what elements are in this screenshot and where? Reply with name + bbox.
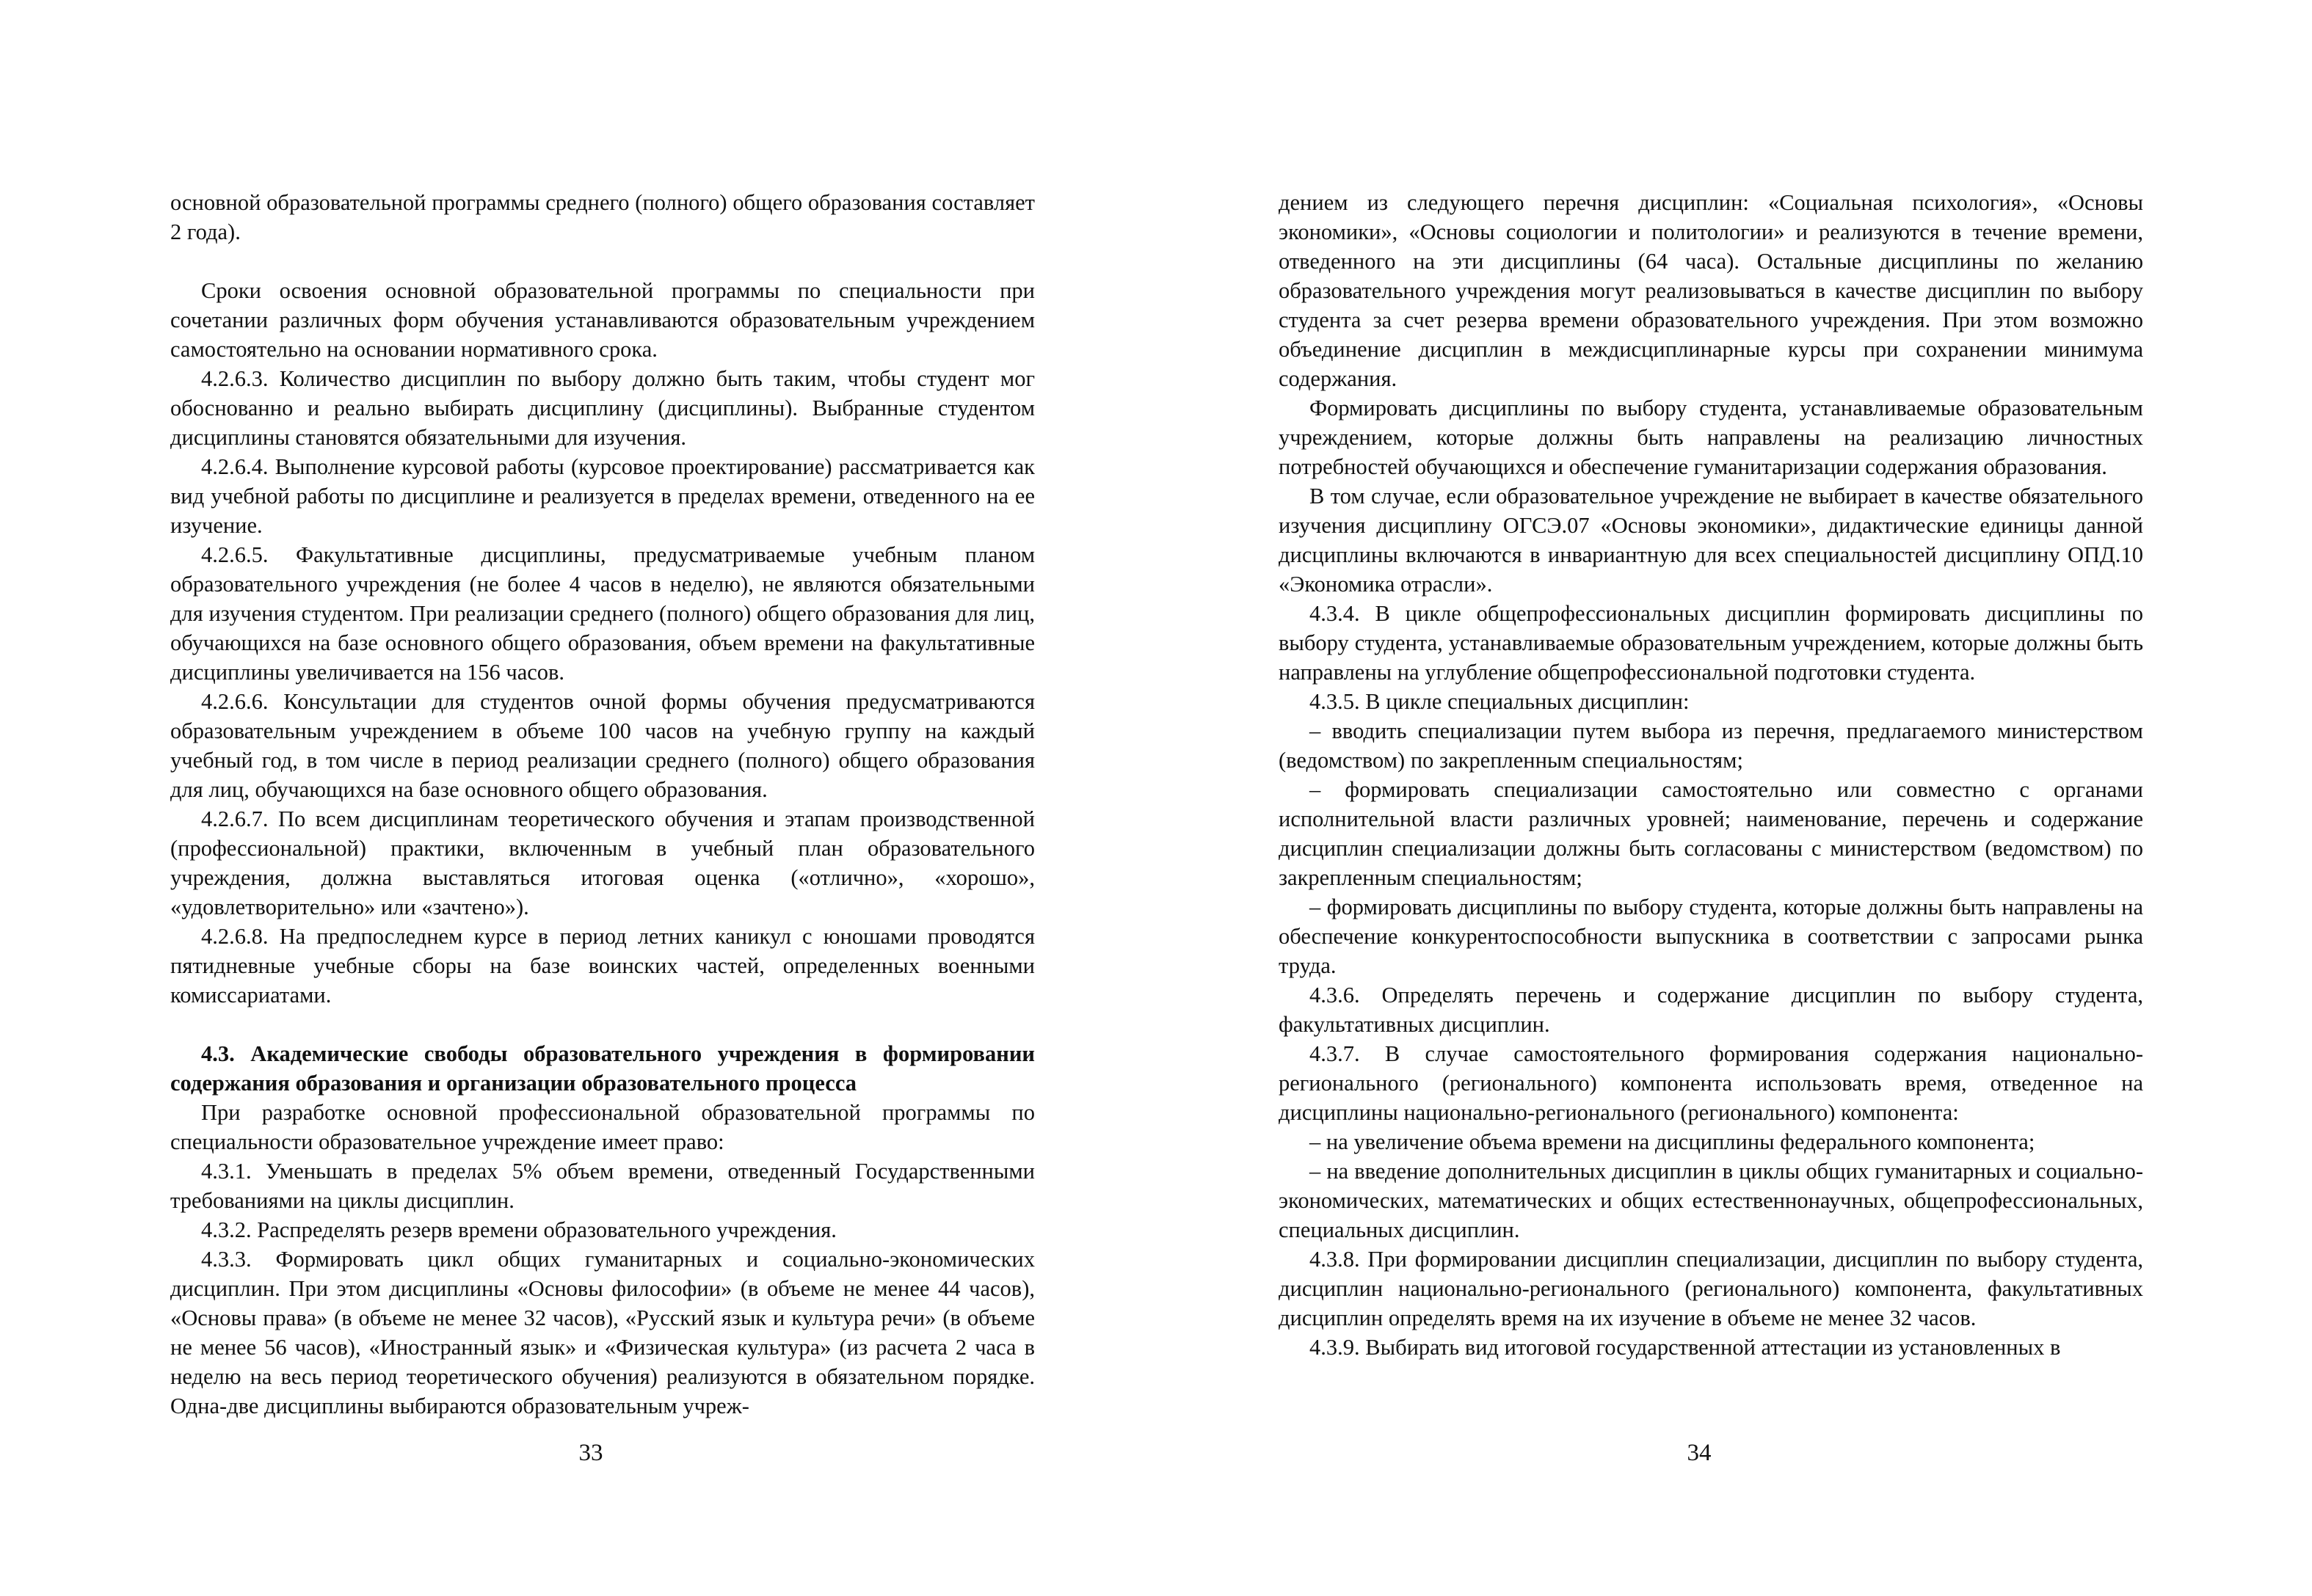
paragraph: дением из следующего перечня дисциплин: «Социальная психология», «Основы экономики», «Основы социологии и политологии» и реализуются в течение времени, отведенного на эти дисциплины (64 часа). Остальные дисциплины по желанию образовательного учреждения могут реализовываться в качестве дисциплин по выбору студента за счет резерва времени образовательного учреждения. При этом возможно объединение дисциплин в междисциплинарные курсы при сохранении минимума содержания. — [1279, 190, 2143, 391]
paragraph: 4.2.6.8. На предпоследнем курсе в период летних каникул с юношами проводятся пятидневные учебные сборы на базе воинских частей, определенных военными комиссариатами. — [170, 924, 1035, 1007]
right-page — [1279, 188, 2143, 1362]
paragraph: 4.3.9. Выбирать вид итоговой государственной аттестации из установленных в — [1309, 1335, 2061, 1360]
paragraph: 4.3.1. Уменьшать в пределах 5% объем времени, отведенный Государственными требованиями на циклы дисциплин. — [170, 1159, 1035, 1213]
paragraph: 4.3.4. В цикле общепрофессиональных дисциплин формировать дисциплины по выбору студента, устанавливаемые образовательным учреждением, которые должны быть направлены на углубление общепрофессиональной подготовки студента. — [1279, 601, 2143, 685]
paragraph: 4.2.6.3. Количество дисциплин по выбору должно быть таким, чтобы студент мог обоснованно и реально выбирать дисциплину (дисциплины). Выбранные студентом дисциплины становятся обязательными для изучения. — [170, 366, 1035, 450]
paragraph: В том случае, если образовательное учреждение не выбирает в качестве обязательного изучения дисциплину ОГСЭ.07 «Основы экономики», дидактические единицы данной дисциплины включаются в инвариантную для всех специальностей дисциплину ОПД.10 «Экономика отрасли». — [1279, 484, 2143, 597]
paragraph: 4.3.5. В цикле специальных дисциплин: — [1309, 689, 1690, 714]
page-number-left: 33 — [578, 1440, 603, 1466]
paragraph: 4.3.8. При формировании дисциплин специализации, дисциплин по выбору студента, дисциплин национально-регионального (регионального) компонента, факультативных дисциплин определять время на их изучение в объеме не менее 32 часов. — [1279, 1247, 2143, 1330]
list-item: – вводить специализации путем выбора из перечня, предлагаемого министерством (ведомством) по закрепленным специальностям; — [1279, 718, 2143, 773]
paragraph: 4.2.6.7. По всем дисциплинам теоретического обучения и этапам производственной (профессиональной) практики, включенным в учебный план образовательного учреждения, должна выставляться итоговая оценка («отлично», «хорошо», «удовлетворительно» или «зачтено»). — [170, 806, 1035, 919]
list-item: – на увеличение объема времени на дисциплины федерального компонента; — [1309, 1129, 2035, 1154]
paragraph: Формировать дисциплины по выбору студента, устанавливаемые образовательным учреждением, которые должны быть направлены на реализацию личностных потребностей обучающихся и обеспечение гуманитаризации содержания образования. — [1279, 396, 2143, 479]
list-item: – формировать дисциплины по выбору студента, которые должны быть направлены на обеспечение конкурентоспособности выпускника в соответствии с запросами рынка труда. — [1279, 894, 2143, 978]
paragraph: 4.2.6.4. Выполнение курсовой работы (курсовое проектирование) рассматривается как вид учебной работы по дисциплине и реализуется в пределах времени, отведенного на ее изучение. — [170, 454, 1035, 538]
left-page — [170, 188, 1035, 1421]
paragraph: 4.3.3. Формировать цикл общих гуманитарных и социально-экономических дисциплин. При этом дисциплины «Основы философии» (в объеме не менее 44 часов), «Основы права» (в объеме не менее 32 часов), «Русский язык и культура речи» (в объеме не менее 56 часов), «Иностранный язык» и «Физическая культура» (из расчета 2 часа в неделю на весь период теоретического обучения) реализуются в обязательном порядке. Одна-две дисциплины выбираются образовательным учреж- — [170, 1247, 1035, 1418]
list-item: – на введение дополнительных дисциплин в циклы общих гуманитарных и социально-экономических, математических и общих естественнонаучных, общепрофессиональных, специальных дисциплин. — [1279, 1159, 2143, 1242]
paragraph: основной образовательной программы среднего (полного) общего образования составляет 2 года). — [170, 190, 1035, 244]
page-number-right: 34 — [1687, 1440, 1712, 1466]
paragraph: 4.3.7. В случае самостоятельного формирования содержания национально-регионального (регионального) компонента использовать время, отведенное на дисциплины национально-регионального (регионального) компонента: — [1279, 1041, 2143, 1125]
paragraph: При разработке основной профессиональной образовательной программы по специальности образовательное учреждение имеет право: — [170, 1100, 1035, 1154]
paragraph: 4.2.6.5. Факультативные дисциплины, предусматриваемые учебным планом образовательного учреждения (не более 4 часов в неделю), не являются обязательными для изучения студентом. При реализации среднего (полного) общего образования для лиц, обучающихся на базе основного общего образования, объем времени на факультативные дисциплины увеличивается на 156 часов. — [170, 542, 1035, 685]
paragraph: 4.3.6. Определять перечень и содержание дисциплин по выбору студента, факультативных дисциплин. — [1279, 983, 2143, 1037]
paragraph: 4.2.6.6. Консультации для студентов очной формы обучения предусматриваются образовательным учреждением в объеме 100 часов на учебную группу на каждый учебный год, в том числе в период реализации среднего (полного) общего образования для лиц, обучающихся на базе основного общего образования. — [170, 689, 1035, 802]
paragraph: 4.3.2. Распределять резерв времени образовательного учреждения. — [201, 1217, 837, 1242]
paragraph: Сроки освоения основной образовательной программы по специальности при сочетании различных форм обучения устанавливаются образовательным учреждением самостоятельно на основании нормативного срока. — [170, 278, 1035, 362]
list-item: – формировать специализации самостоятельно или совместно с органами исполнительной власти различных уровней; наименование, перечень и содержание дисциплин специализации должны быть согласованы с министерством (ведомством) по закрепленным специальностям; — [1279, 777, 2143, 890]
section-heading: 4.3. Академические свободы образовательного учреждения в формировании содержания образования и организации образовательного процесса — [170, 1041, 1035, 1096]
